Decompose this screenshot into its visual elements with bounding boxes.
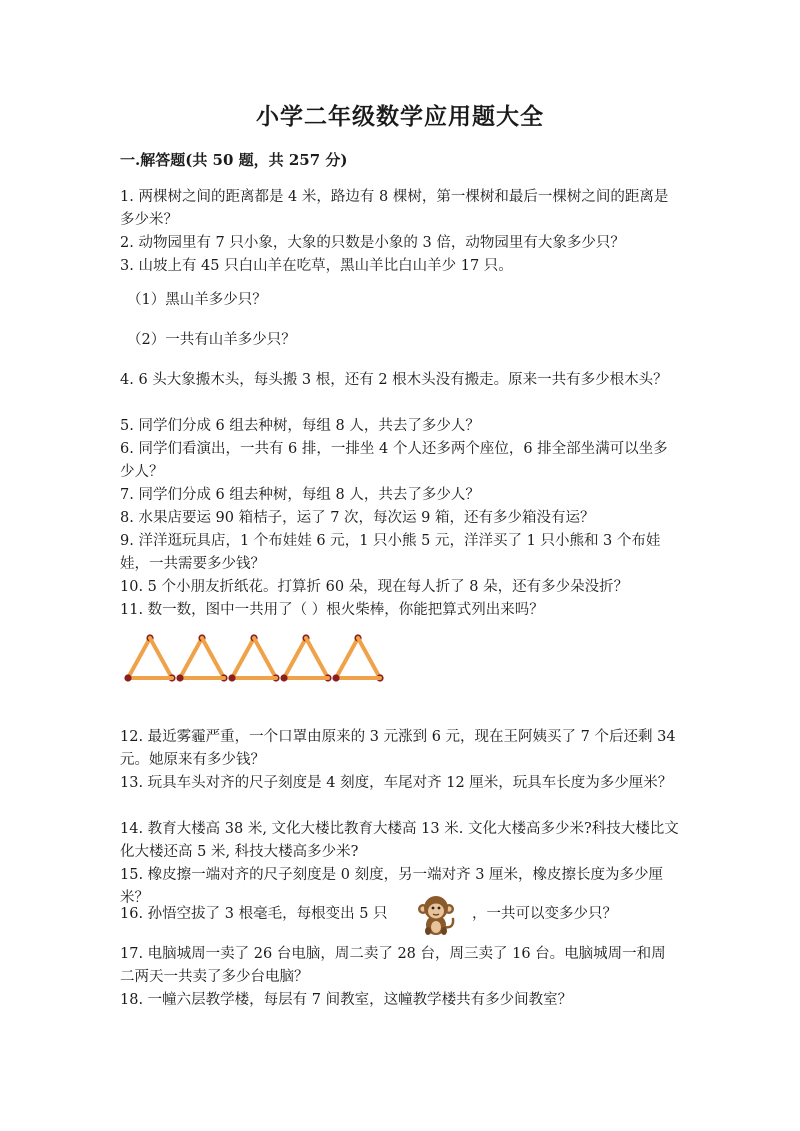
- question-17: 17. 电脑城周一卖了 26 台电脑，周二卖了 28 台，周三卖了 16 台。电脑城周一和周二两天一共卖了多少台电脑？: [120, 946, 666, 985]
- matchstick: [202, 638, 224, 678]
- question-4: 4. 6 头大象搬木头，每头搬 3 根，还有 2 根木头没有搬走。原来一共有多少根木头？: [120, 372, 668, 388]
- question-10: 10. 5 个小朋友折纸花。打算折 60 朵，现在每人折了 8 朵，还有多少朵没折？: [120, 579, 629, 595]
- matchstick: [336, 638, 358, 678]
- page-title: 小学二年级数学应用题大全: [256, 103, 544, 130]
- question-12: 12. 最近雾霾严重，一个口罩由原来的 3 元涨到 6 元，现在王阿姨买了 7 个后还剩 34 元。她原来有多少钱？: [120, 729, 676, 768]
- question-7: 7. 同学们分成 6 组去种树，每组 8 人，共去了多少人？: [120, 487, 480, 503]
- matchstick: [358, 638, 380, 678]
- matchstick-triangles-icon: [122, 630, 392, 690]
- question-16-end: ，一共可以变多少只？: [472, 906, 617, 922]
- question-14: 14. 教育大楼高 38 米, 文化大楼比教育大楼高 13 米. 文化大楼高多少米?科技大楼比文化大楼还高 5 米, 科技大楼高多少米?: [120, 821, 679, 860]
- question-11: 11. 数一数，图中一共用了（ ）根火柴棒，你能把算式列出来吗？: [120, 602, 544, 618]
- question-9: 9. 洋洋逛玩具店，1 个布娃娃 6 元，1 只小熊 5 元，洋洋买了 1 只小熊和 3 个布娃娃，一共需要多少钱？: [120, 533, 661, 572]
- matchstick: [150, 638, 172, 678]
- question-16: 16. 孙悟空拔了 3 根毫毛，每根变出 5 只: [120, 906, 388, 922]
- matchstick-head: [176, 674, 183, 681]
- question-5: 5. 同学们分成 6 组去种树，每组 8 人，共去了多少人？: [120, 418, 480, 434]
- question-2: 2. 动物园里有 7 只小象，大象的只数是小象的 3 倍，动物园里有大象多少只？: [120, 235, 625, 251]
- question-6: 6. 同学们看演出，一共有 6 排，一排坐 4 个人还多两个座位，6 排全部坐满可以坐多少人？: [120, 441, 668, 480]
- question-13: 13. 玩具车头对齐的尺子刻度是 4 刻度，车尾对齐 12 厘米，玩具车长度为多少厘米？: [120, 775, 673, 791]
- question-3: 3. 山坡上有 45 只白山羊在吃草，黑山羊比白山羊少 17 只。: [120, 258, 513, 274]
- matchstick-head: [228, 674, 235, 681]
- section-heading: 一.解答题(共 50 题，共 257 分): [120, 151, 348, 169]
- matchstick-head: [280, 674, 287, 681]
- matchstick: [306, 638, 328, 678]
- matchstick: [128, 638, 150, 678]
- matchstick-head: [124, 674, 131, 681]
- matchstick: [284, 638, 306, 678]
- question-18: 18. 一幢六层教学楼，每层有 7 间教室，这幢教学楼共有多少间教室？: [120, 992, 573, 1008]
- question-3-part-2: （2）一共有山羊多少只？: [127, 332, 296, 348]
- question-1: 1. 两棵树之间的距离都是 4 米，路边有 8 棵树，第一棵树和最后一棵树之间的距离是多少米？: [120, 189, 669, 228]
- matchstick: [232, 638, 254, 678]
- matchstick: [180, 638, 202, 678]
- question-8: 8. 水果店要运 90 箱桔子，运了 7 次，每次运 9 箱，还有多少箱没有运？: [120, 510, 595, 526]
- matchstick: [254, 638, 276, 678]
- matchstick-head: [332, 674, 339, 681]
- question-3-part-1: （1）黑山羊多少只？: [127, 292, 267, 308]
- question-15: 15. 橡皮擦一端对齐的尺子刻度是 0 刻度，另一端对齐 3 厘米，橡皮擦长度为多少厘米？: [120, 867, 664, 906]
- monkey-icon: [414, 893, 458, 937]
